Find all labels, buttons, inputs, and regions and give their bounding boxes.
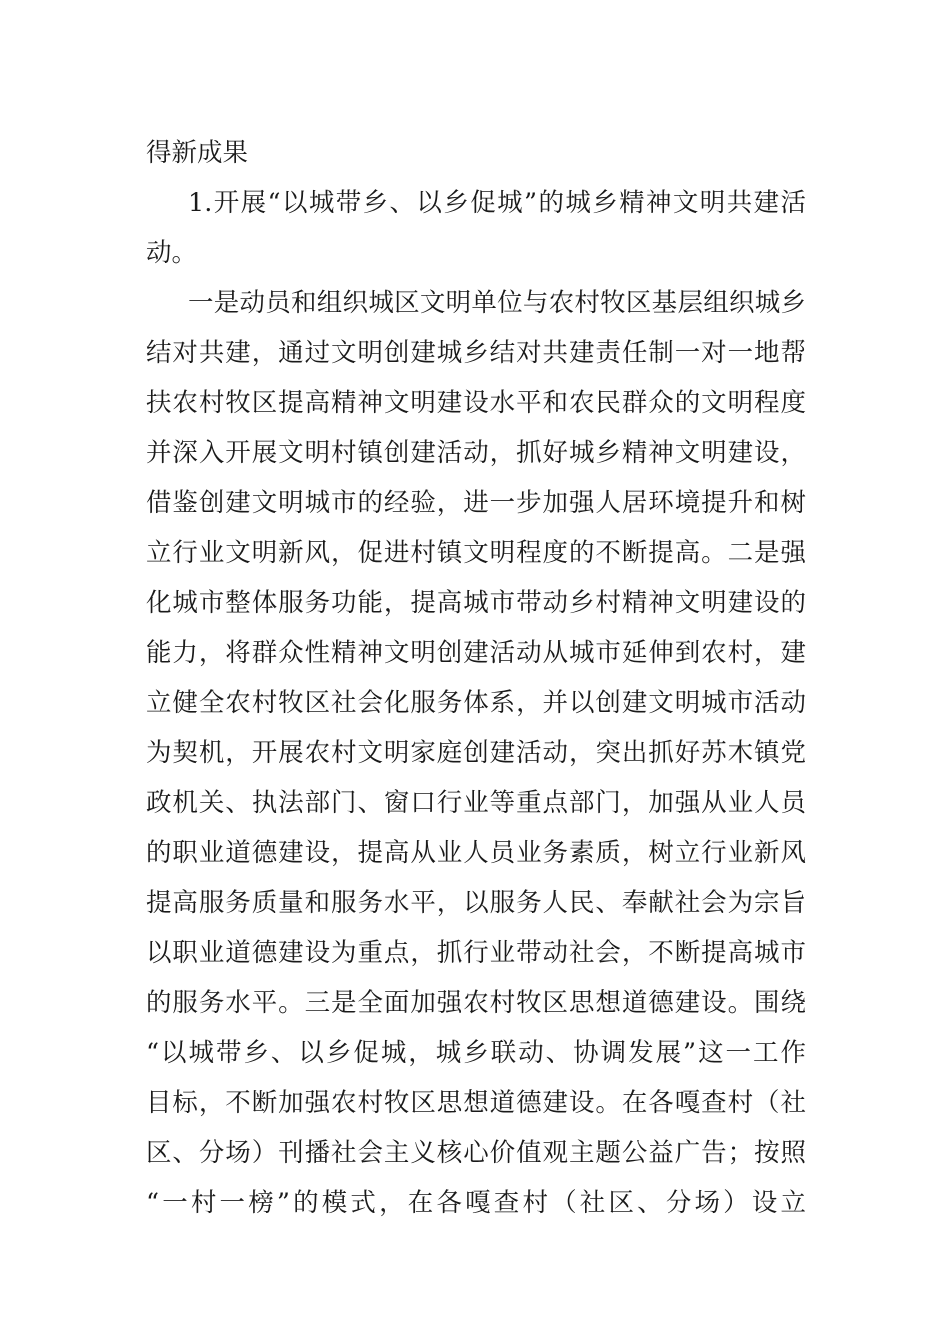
text-line: 的服务水平。三是全面加强农村牧区思想道德建设。围绕 — [146, 988, 806, 1018]
text-line: 立行业文明新风，促进村镇文明程度的不断提高。二是强 — [146, 538, 806, 568]
text-line: 扶农村牧区提高精神文明建设水平和农民群众的文明程度 — [146, 388, 806, 418]
text-line: 一是动员和组织城区文明单位与农村牧区基层组织城乡 — [188, 288, 806, 318]
text-line: 能力，将群众性精神文明创建活动从城市延伸到农村，建 — [146, 638, 806, 668]
text-line: 区、分场）刊播社会主义核心价值观主题公益广告；按照 — [146, 1138, 806, 1168]
text-line: 立健全农村牧区社会化服务体系，并以创建文明城市活动 — [146, 688, 806, 718]
text-line: 提高服务质量和服务水平，以服务人民、奉献社会为宗旨 — [146, 888, 806, 918]
text-line: 为契机，开展农村文明家庭创建活动，突出抓好苏木镇党 — [146, 738, 806, 768]
text-line: 目标，不断加强农村牧区思想道德建设。在各嘎查村（社 — [146, 1088, 806, 1118]
text-line: 动。 — [146, 238, 198, 268]
text-line: 化城市整体服务功能，提高城市带动乡村精神文明建设的 — [146, 588, 806, 618]
text-line: “以城带乡、以乡促城，城乡联动、协调发展”这一工作 — [146, 1038, 806, 1068]
text-line: 并深入开展文明村镇创建活动，抓好城乡精神文明建设， — [146, 438, 806, 468]
body-text — [146, 128, 806, 1228]
text-line: 1.开展“以城带乡、以乡促城”的城乡精神文明共建活 — [188, 188, 806, 218]
text-line: 政机关、执法部门、窗口行业等重点部门，加强从业人员 — [146, 788, 806, 818]
text-line: 借鉴创建文明城市的经验，进一步加强人居环境提升和树 — [146, 488, 806, 518]
text-line: “一村一榜”的模式，在各嘎查村（社区、分场）设立 — [146, 1188, 806, 1218]
text-line: 结对共建，通过文明创建城乡结对共建责任制一对一地帮 — [146, 338, 806, 368]
text-line: 以职业道德建设为重点，抓行业带动社会，不断提高城市 — [146, 938, 806, 968]
text-line: 的职业道德建设，提高从业人员业务素质，树立行业新风 — [146, 838, 806, 868]
text-line: 得新成果 — [146, 138, 249, 168]
